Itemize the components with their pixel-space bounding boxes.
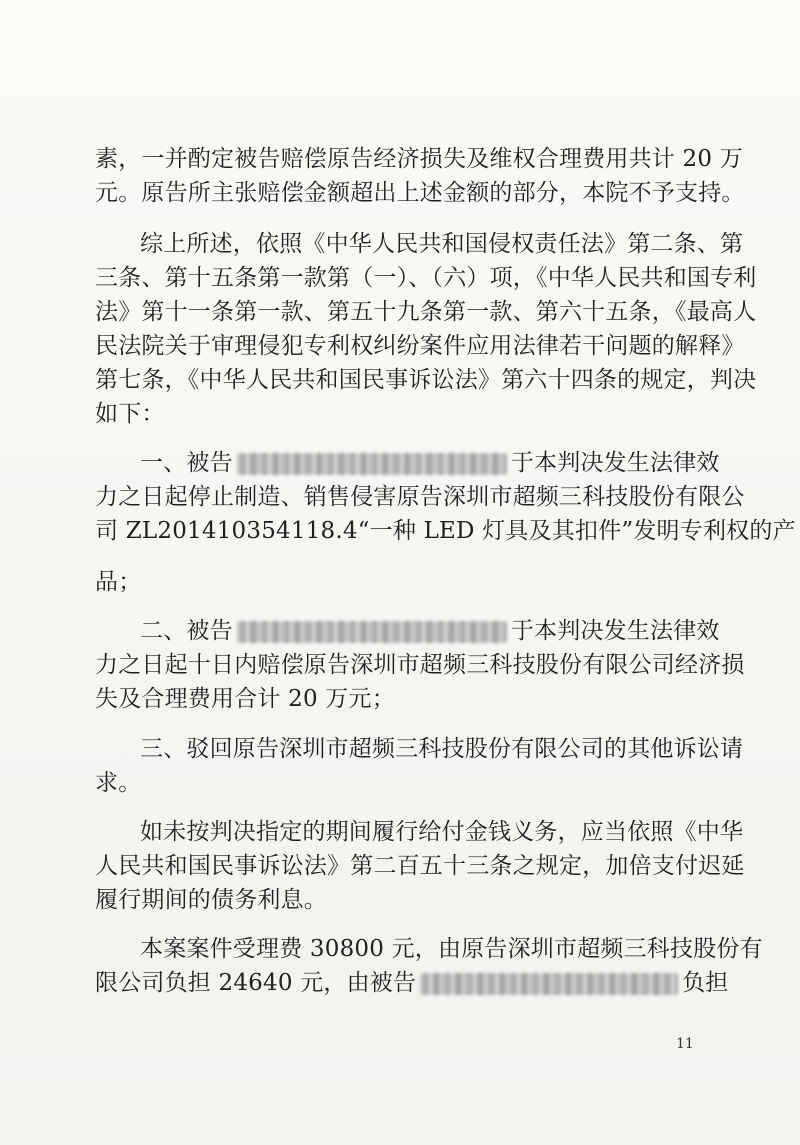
text-line: 力之日起十日内赔偿原告深圳市超频三科技股份有限公司经济损 — [95, 652, 745, 678]
redacted-defendant-name — [420, 973, 678, 995]
text-line: 民法院关于审理侵犯专利权纠纷案件应用法律若干问题的解释》 — [95, 333, 745, 359]
text-line: 如未按判决指定的期间履行给付金钱义务，应当依照《中华 — [140, 819, 744, 845]
judgment-item-1-first-line — [140, 447, 750, 479]
redacted-defendant-name — [237, 621, 507, 643]
fee-prefix: 限公司负担 24640 元，由被告 — [95, 970, 417, 996]
judgment-item-2-first-line — [140, 615, 750, 647]
redacted-defendant-name — [237, 453, 507, 475]
text-line: 人民共和国民事诉讼法》第二百五十三条之规定，加倍支付迟延 — [95, 853, 745, 879]
text-line: 元。原告所主张赔偿金额超出上述金额的部分，本院不予支持。 — [95, 180, 745, 206]
item-prefix: 一、被告 — [140, 450, 233, 476]
text-line: 司 ZL201410354118.4“一种 LED 灯具及其扣件”发明专利权的产 — [95, 518, 796, 544]
text-line: 本案案件受理费 30800 元，由原告深圳市超频三科技股份有 — [140, 936, 763, 962]
fee-suffix: 负担 — [682, 970, 729, 996]
text-line: 法》第十一条第一款、第五十九条第一款、第六十五条，《最高人 — [95, 299, 757, 325]
item-suffix: 于本判决发生法律效 — [510, 618, 720, 644]
text-line: 品； — [95, 569, 142, 595]
text-line: 三条、第十五条第一款第（一）、（六）项，《中华人民共和国专利 — [95, 265, 757, 291]
item-suffix: 于本判决发生法律效 — [510, 450, 720, 476]
text-line: 力之日起停止制造、销售侵害原告深圳市超频三科技股份有限公 — [95, 484, 745, 510]
text-line: 素，一并酌定被告赔偿原告经济损失及维权合理费用共计 20 万 — [95, 146, 743, 172]
text-line: 第七条，《中华人民共和国民事诉讼法》第六十四条的规定，判决 — [95, 367, 757, 393]
item-prefix: 二、被告 — [140, 618, 233, 644]
text-line: 履行期间的债务利息。 — [95, 887, 327, 913]
text-line: 综上所述，依照《中华人民共和国侵权责任法》第二条、第 — [140, 231, 744, 257]
fee-line-2 — [95, 967, 729, 999]
text-line: 失及合理费用合计 20 万元； — [95, 686, 395, 712]
text-line: 求。 — [95, 770, 142, 796]
text-line: 如下： — [95, 401, 165, 427]
text-line: 三、驳回原告深圳市超频三科技股份有限公司的其他诉讼请 — [140, 736, 744, 762]
page-number: 11 — [676, 1036, 694, 1052]
